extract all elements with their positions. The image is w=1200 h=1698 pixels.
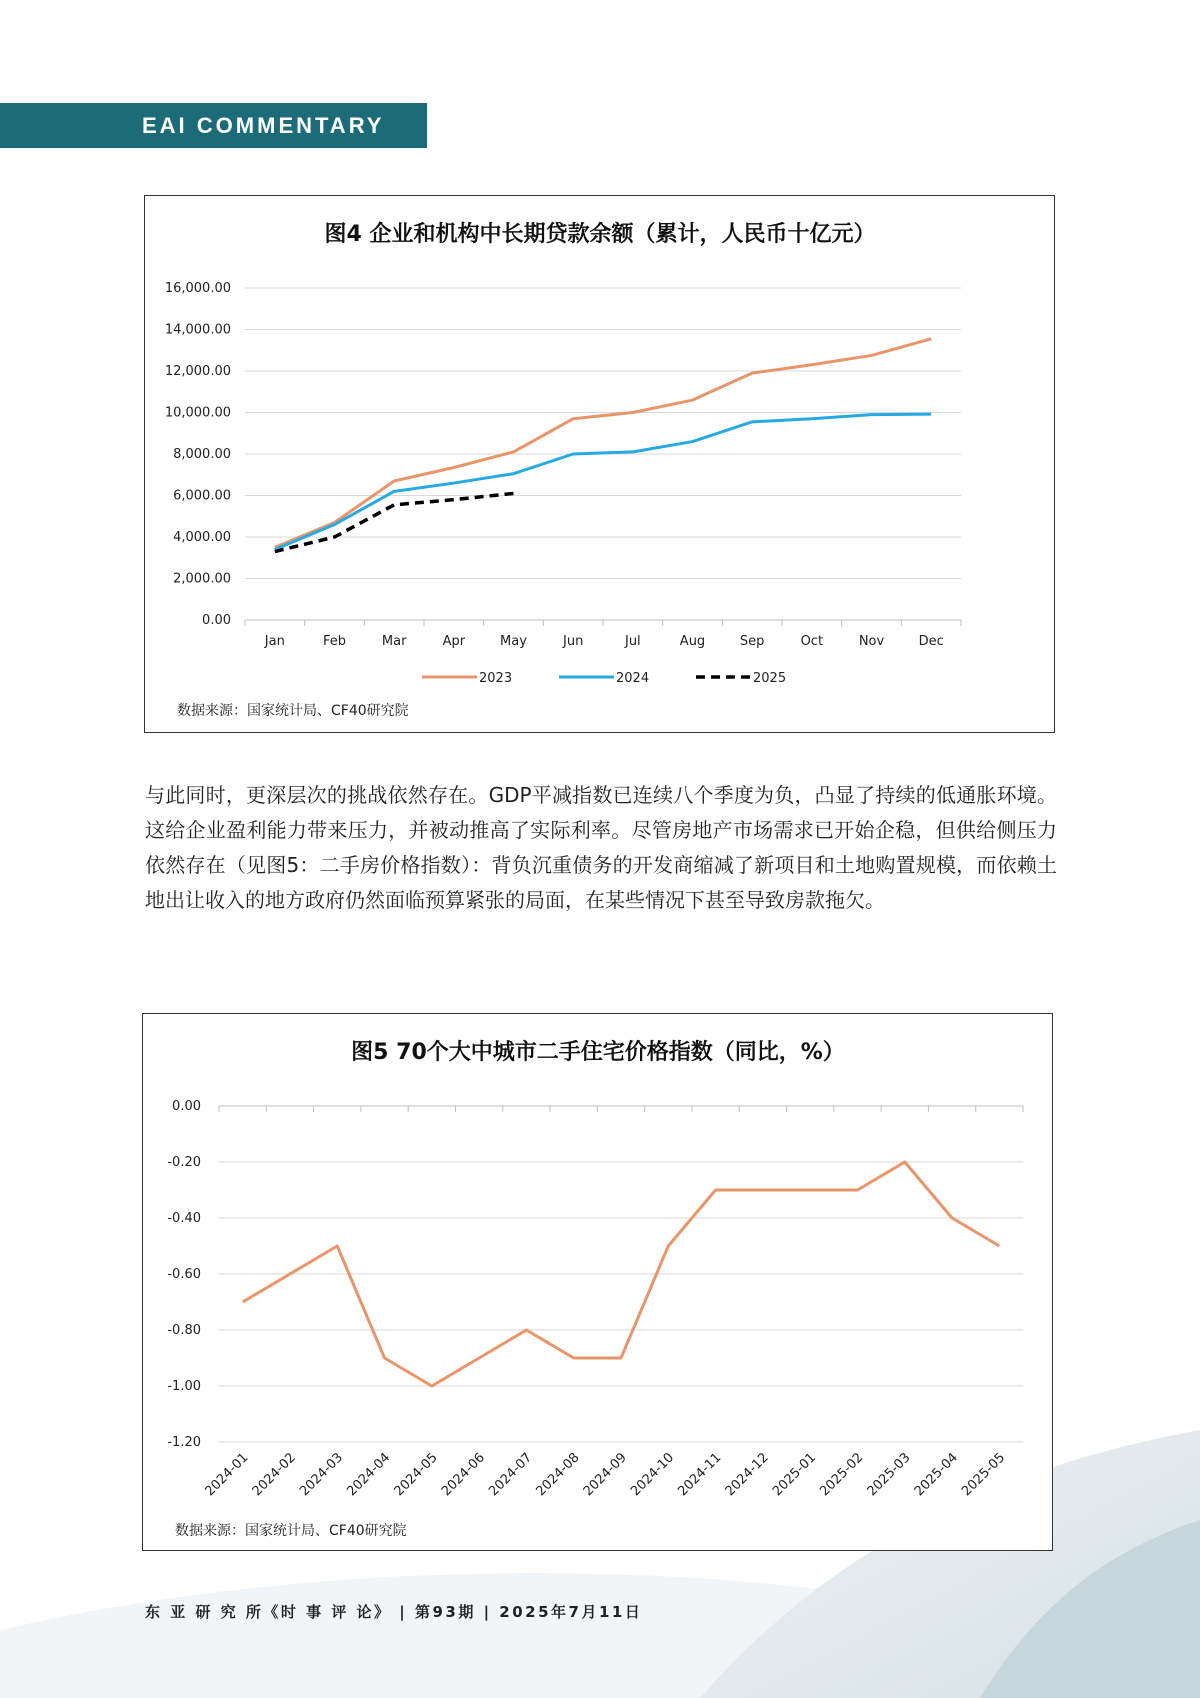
chart5-container (142, 1013, 1053, 1551)
chart5-xtick-label: 2024-09 (580, 1450, 630, 1500)
chart5-xtick-label: 2024-07 (486, 1450, 536, 1500)
chart5-title: 图5 70个大中城市二手住宅价格指数（同比，%） (351, 1040, 845, 1065)
chart4-ytick-label: 4,000.00 (173, 530, 231, 545)
chart4-series-2025 (275, 493, 514, 551)
chart5-xtick-label: 2024-10 (628, 1450, 678, 1500)
chart5-xtick-label: 2025-05 (959, 1450, 1009, 1500)
chart4-series-2024 (275, 414, 931, 549)
chart4-source: 数据来源：国家统计局、CF40研究院 (177, 703, 409, 719)
chart4-xtick-label: May (500, 634, 527, 649)
chart4-ytick-label: 16,000.00 (164, 281, 231, 296)
chart4-xtick-label: Apr (442, 634, 466, 649)
chart5-xtick-label: 2025-01 (769, 1450, 820, 1500)
chart4-xtick-label: Dec (918, 634, 944, 649)
chart4-container (144, 195, 1055, 733)
chart4-xtick-label: Nov (858, 634, 885, 649)
chart5-svg (143, 1014, 1054, 1552)
chart4-ytick-label: 10,000.00 (164, 405, 231, 421)
chart4-ytick-label: 14,000.00 (164, 322, 231, 338)
chart5-ytick-label: -0.40 (167, 1211, 201, 1226)
chart4-xtick-label: Jul (624, 634, 641, 649)
chart4-ytick-label: 2,000.00 (173, 571, 231, 587)
chart5-xtick-label: 2025-02 (817, 1450, 867, 1500)
chart5-xtick-label: 2024-01 (202, 1450, 252, 1500)
chart4-xtick-label: Oct (800, 634, 824, 649)
chart5-ytick-label: -0.60 (167, 1267, 201, 1282)
chart4-legend-label-2024: 2024 (616, 671, 650, 686)
chart5-xtick-label: 2025-04 (911, 1450, 961, 1500)
chart4-xtick-label: Feb (322, 634, 347, 649)
chart4-ytick-label: 6,000.00 (173, 488, 231, 504)
chart5-xtick-label: 2024-04 (344, 1450, 394, 1500)
chart4-xtick-label: Jun (563, 634, 584, 649)
chart5-ytick-label: -1.20 (167, 1435, 201, 1450)
footer-citation: 东 亚 研 究 所《时 事 评 论》 | 第93期 | 2025年7月11日 (145, 1603, 643, 1621)
chart5-ytick-label: -0.80 (167, 1323, 201, 1338)
chart5-xtick-label: 2025-03 (864, 1450, 914, 1500)
chart4-legend-label-2023: 2023 (479, 671, 513, 686)
eai-commentary-banner: EAI COMMENTARY (0, 103, 427, 148)
chart4-title: 图4 企业和机构中长期贷款余额（累计，人民币十亿元） (324, 222, 876, 247)
chart4-ytick-label: 8,000.00 (173, 447, 231, 462)
chart4-xtick-label: Mar (381, 634, 407, 649)
chart4-ytick-label: 12,000.00 (164, 364, 231, 379)
chart5-xtick-label: 2024-11 (675, 1450, 725, 1500)
chart4-svg (145, 196, 1056, 734)
chart4-xtick-label: Jan (264, 634, 285, 649)
chart5-ytick-label: 0.00 (172, 1099, 201, 1114)
chart4-xtick-label: Sep (739, 634, 765, 649)
chart5-source: 数据来源：国家统计局、CF40研究院 (175, 1523, 407, 1539)
chart4-xtick-label: Aug (679, 634, 706, 649)
chart5-xtick-label: 2024-05 (391, 1450, 441, 1500)
chart5-xtick-label: 2024-08 (533, 1450, 583, 1500)
chart4-ytick-label: 0.00 (202, 613, 231, 628)
chart5-xtick-label: 2024-12 (722, 1450, 772, 1500)
chart5-ytick-label: -0.20 (167, 1155, 201, 1170)
chart4-legend-label-2025: 2025 (753, 671, 787, 686)
chart5-xtick-label: 2024-02 (249, 1450, 299, 1500)
chart5-xtick-label: 2024-06 (438, 1450, 488, 1500)
chart5-ytick-label: -1.00 (167, 1379, 201, 1394)
body-paragraph: 与此同时，更深层次的挑战依然存在。GDP平减指数已连续八个季度为负，凸显了持续的低通胀环境。这给企业盈利能力带来压力，并被动推高了实际利率。尽管房地产市场需求已开始企稳，但供给侧压力依然存在（见图5：二手房价格指数）：背负沉重债务的开发商缩减了新项目和土地购置规模，而依赖土地出让收入的地方政府仍然面临预算紧张的局面，在某些情况下甚至导致房款拖欠。 (145, 783, 1057, 912)
chart5-xtick-label: 2024-03 (297, 1450, 347, 1500)
